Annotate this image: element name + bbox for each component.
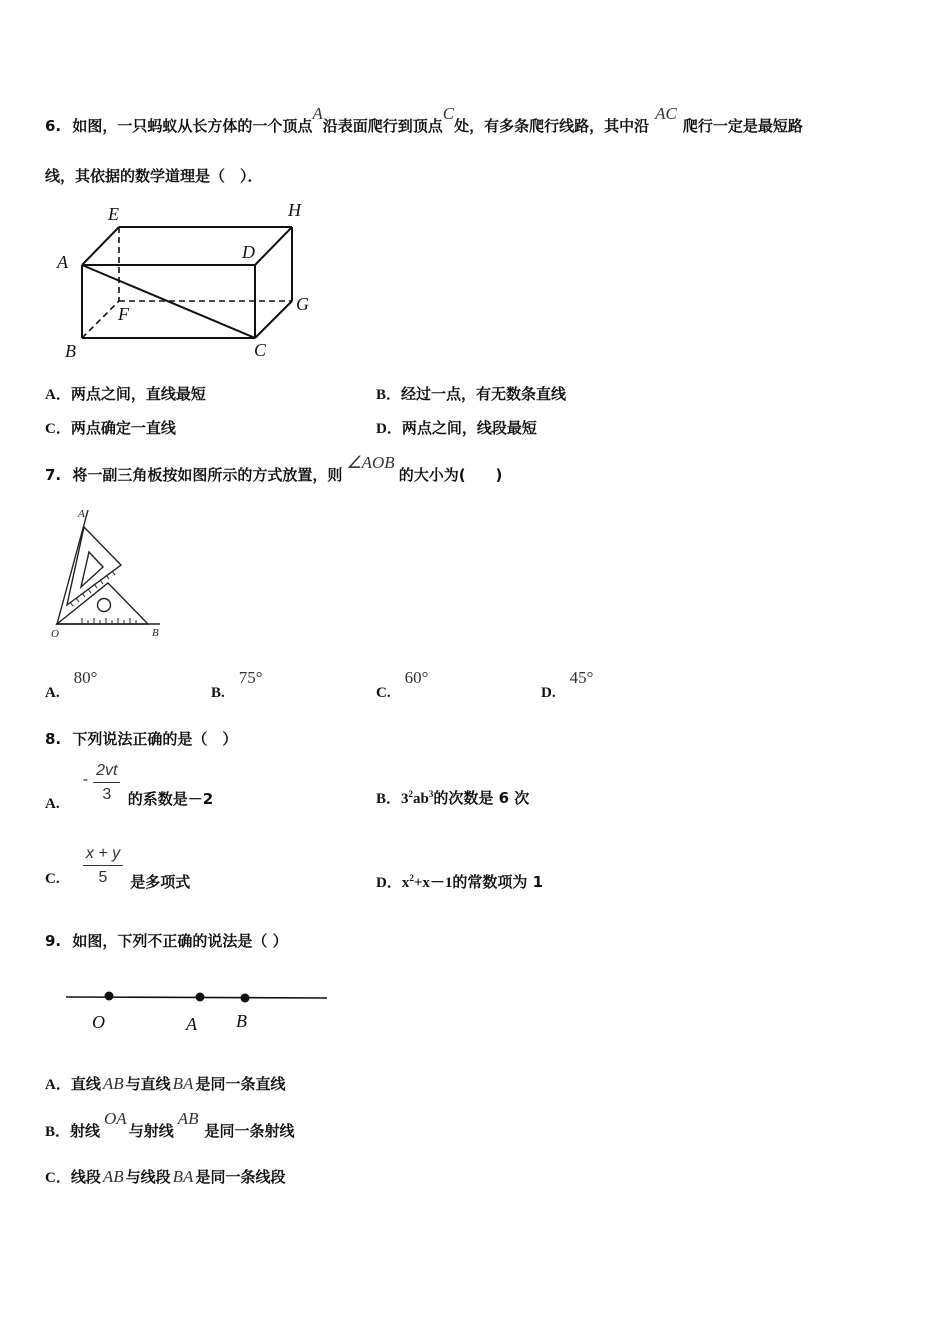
label-a: A	[186, 1014, 197, 1034]
q8-number: 8.	[45, 730, 62, 748]
label-b: B	[236, 1011, 247, 1031]
q9-option-c[interactable]: C．线段 AB 与线段 BA 是同一条线段	[45, 1167, 286, 1186]
label-b: B	[65, 341, 76, 361]
q6-cuboid-figure	[50, 198, 330, 368]
q8c-fraction: $\frac{x + y}{5}$	[83, 845, 123, 887]
point-o	[105, 992, 114, 1001]
q6-var-c: C	[442, 104, 455, 123]
q8-option-a[interactable]: A. - $\frac{2vt}{3}$ 的系数是－2	[45, 762, 214, 812]
q7-set-squares-figure	[48, 505, 168, 645]
q9-stem: 9. 如图，下列不正确的说法是（ ）	[45, 932, 288, 950]
q7-angle-aob: ∠AOB	[346, 453, 395, 472]
q7-stem: 7. 将一副三角板按如图所示的方式放置，则∠AOB的大小为( )	[45, 453, 503, 484]
q9-option-a[interactable]: A．直线 AB 与直线 BA 是同一条直线	[45, 1074, 286, 1093]
q6-stem-line2: 线，其依据的数学道理是（ ）．	[45, 167, 263, 185]
q9-option-b[interactable]: B．射线OA与射线AB是同一条射线	[45, 1109, 295, 1140]
q6-var-a: A	[312, 104, 323, 123]
q8a-fraction: $\frac{2vt}{3}$	[93, 762, 120, 804]
label-f: F	[118, 304, 129, 324]
label-a: A	[78, 508, 85, 520]
label-a: A	[57, 252, 68, 272]
q6-number: 6.	[45, 117, 62, 135]
label-h: H	[288, 200, 301, 220]
q6-option-d[interactable]: D．两点之间，线段最短	[376, 419, 537, 437]
q6-option-a[interactable]: A．两点之间，直线最短	[45, 385, 206, 403]
q7-option-d[interactable]: D.45°	[541, 668, 594, 701]
point-a	[196, 993, 205, 1002]
q6-stem-line1: 6. 如图，一只蚂蚁从长方体的一个顶点A沿表面爬行到顶点C处，有多条爬行线路，其中沿AC爬行一定是最短路	[45, 104, 803, 135]
q8-option-c[interactable]: C. $\frac{x + y}{5}$ 是多项式	[45, 845, 191, 891]
label-e: E	[108, 204, 119, 224]
q6-option-c[interactable]: C．两点确定一直线	[45, 419, 176, 437]
q8-option-d[interactable]: D．$x^2+x-1$的常数项为 1	[376, 873, 544, 891]
q7-option-b[interactable]: B.75°	[211, 668, 263, 701]
q7-option-a[interactable]: A.80°	[45, 668, 98, 701]
q7-number: 7.	[45, 466, 62, 484]
q8-option-b[interactable]: B．$3^2ab^3$的次数是 6 次	[376, 789, 530, 807]
point-b	[241, 994, 250, 1003]
label-d: D	[242, 242, 255, 262]
q8-stem: 8. 下列说法正确的是（ ）	[45, 730, 238, 748]
q6-option-b[interactable]: B．经过一点，有无数条直线	[376, 385, 567, 403]
label-o: O	[51, 628, 59, 640]
label-o: O	[92, 1012, 105, 1032]
q6-var-ac: AC	[655, 104, 677, 123]
label-g: G	[296, 294, 309, 314]
label-c: C	[254, 340, 267, 360]
q7-option-c[interactable]: C.60°	[376, 668, 429, 701]
label-b: B	[152, 627, 159, 639]
q9-number: 9.	[45, 932, 62, 950]
q9-line-figure	[60, 985, 335, 1040]
